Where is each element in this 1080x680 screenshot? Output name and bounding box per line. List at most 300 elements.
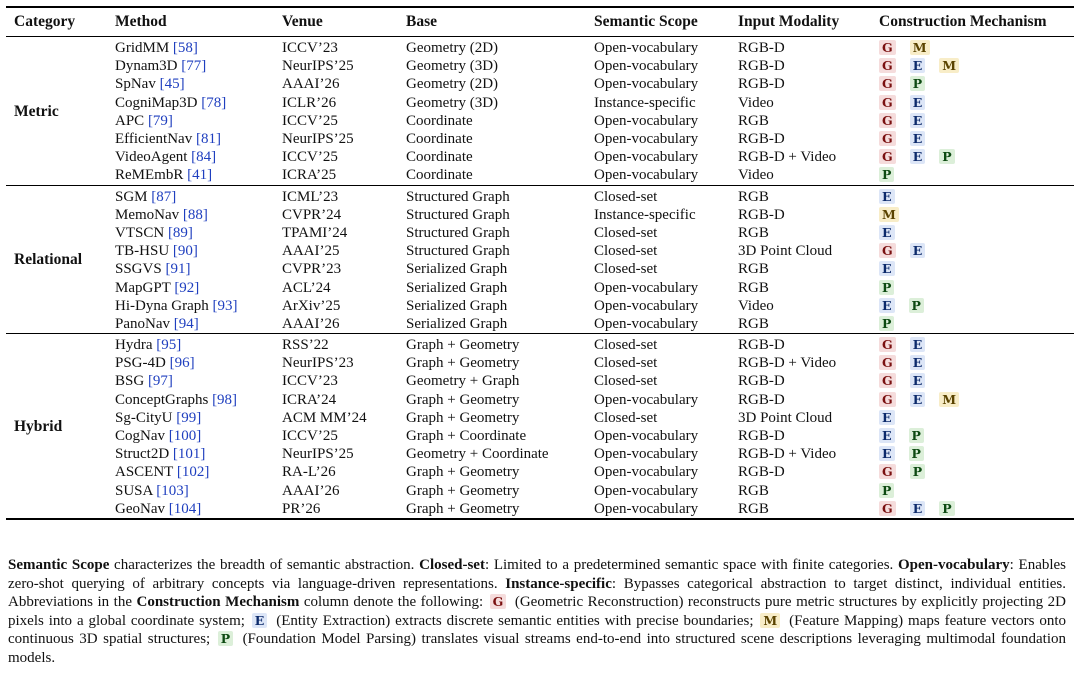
mechanism-badge-g: G [879, 337, 896, 352]
mechanism-badge-g: G [879, 131, 896, 146]
caption-text: : Bypasses categorical abstraction to target distinct, individual entities. Abbreviations in the [8, 575, 1066, 611]
base-cell: Geometry (3D) [406, 94, 499, 111]
citation-link[interactable]: [96] [169, 355, 195, 372]
scope-cell: Open-vocabulary [594, 279, 699, 296]
mechanism-badge-m: M [939, 58, 959, 73]
method-name: ConceptGraphs [115, 391, 209, 408]
method-cell [107, 482, 274, 500]
method-name: TB-HSU [115, 243, 170, 260]
caption-text: column denote the following: [299, 594, 488, 611]
col-mechanism-header: Construction Mechanism [871, 7, 1074, 37]
method-name: Dynam3D [115, 58, 178, 75]
venue-cell: NeurIPS’25 [282, 446, 354, 463]
mechanism-cell [871, 75, 1074, 93]
modality-cell: RGB [738, 112, 769, 129]
table-row [6, 148, 1074, 166]
mechanism-cell [871, 260, 1074, 278]
method-name: Sg-CityU [115, 409, 173, 426]
base-cell: Graph + Geometry [406, 391, 520, 408]
col-scope-header: Semantic Scope [586, 7, 730, 37]
caption-term: Open-vocabulary [897, 557, 1010, 573]
scope-cell: Open-vocabulary [594, 58, 699, 75]
table-row [6, 372, 1074, 390]
method-cell [107, 463, 274, 481]
method-name: VTSCN [115, 224, 165, 241]
modality-cell: RGB-D [738, 40, 785, 57]
method-name: PSG-4D [115, 355, 166, 372]
table-row [6, 112, 1074, 130]
method-cell [107, 37, 274, 58]
mechanism-badge-p: P [879, 280, 894, 295]
method-cell [107, 75, 274, 93]
method-name: CogniMap3D [115, 94, 198, 111]
mechanism-badge-e: E [910, 501, 926, 516]
mechanism-cell [871, 94, 1074, 112]
mechanism-cell [871, 445, 1074, 463]
mechanism-cell [871, 372, 1074, 390]
method-cell [107, 278, 274, 296]
method-cell [107, 242, 274, 260]
venue-cell: AAAI’26 [282, 482, 340, 499]
table-row [6, 482, 1074, 500]
venue-cell: ICCV’23 [282, 373, 338, 390]
venue-cell: AAAI’26 [282, 315, 340, 332]
mechanism-cell [871, 206, 1074, 224]
modality-cell: RGB-D [738, 337, 785, 354]
modality-cell: RGB [738, 315, 769, 332]
venue-cell: ICCV’25 [282, 112, 338, 129]
mechanism-badge-p: P [909, 298, 924, 313]
base-cell: Geometry (3D) [406, 58, 499, 75]
venue-cell: ICRA’24 [282, 391, 337, 408]
mechanism-cell [871, 112, 1074, 130]
modality-cell: RGB [738, 224, 769, 241]
method-cell [107, 185, 274, 206]
mechanism-badge-p: P [910, 76, 925, 91]
method-cell [107, 112, 274, 130]
mechanism-badge-g: G [879, 149, 896, 164]
mechanism-cell [871, 166, 1074, 185]
venue-cell: ICLR’26 [282, 94, 337, 111]
base-cell: Serialized Graph [406, 279, 508, 296]
mechanism-badge-p: P [879, 167, 894, 182]
citation-link[interactable]: [87] [151, 188, 177, 205]
mechanism-badge-g: G [879, 76, 896, 91]
method-name: SGM [115, 188, 148, 205]
method-name: ReMEmbR [115, 167, 184, 184]
mechanism-badge-e: E [910, 58, 926, 73]
venue-cell: ICCV’25 [282, 428, 338, 445]
modality-cell: 3D Point Cloud [738, 409, 833, 426]
method-name: GeoNav [115, 500, 165, 517]
modality-cell: RGB-D + Video [738, 149, 837, 166]
table-row [6, 242, 1074, 260]
mechanism-cell [871, 391, 1074, 409]
modality-cell: Video [738, 94, 774, 111]
scope-cell: Open-vocabulary [594, 149, 699, 166]
method-cell [107, 354, 274, 372]
scope-cell: Open-vocabulary [594, 76, 699, 93]
method-cell [107, 94, 274, 112]
modality-cell: Video [738, 167, 774, 184]
modality-cell: RGB [738, 500, 769, 517]
table-row [6, 500, 1074, 519]
venue-cell: TPAMI’24 [282, 224, 348, 241]
venue-cell: PR’26 [282, 500, 321, 517]
venue-cell: RSS’22 [282, 337, 329, 354]
mechanism-badge-e: E [879, 428, 895, 443]
mechanism-badge-e: E [910, 149, 926, 164]
mechanism-badge-p: P [879, 316, 894, 331]
caption-text: characterizes the breadth of semantic abstraction. [109, 557, 420, 573]
caption-text: (Entity Extraction) extracts discrete semantic entities with precise boundaries; [271, 612, 759, 629]
badge-entity: E [252, 613, 268, 628]
venue-cell: CVPR’24 [282, 206, 342, 223]
caption-text: (Feature Mapping) maps feature vectors onto continuous 3D spatial structures; [8, 612, 1066, 648]
method-name: SUSA [115, 482, 153, 499]
group-hybrid [6, 334, 1074, 519]
table-row [6, 315, 1074, 334]
table-row [6, 334, 1074, 355]
citation-link[interactable]: [103] [156, 482, 189, 499]
base-cell: Graph + Geometry [406, 355, 520, 372]
modality-cell: RGB-D [738, 373, 785, 390]
modality-cell: 3D Point Cloud [738, 243, 833, 260]
group-relational [6, 185, 1074, 334]
table-header [6, 7, 1074, 37]
venue-cell: ACL’24 [282, 279, 331, 296]
mechanism-badge-e: E [879, 410, 895, 425]
mechanism-badge-e: E [910, 243, 926, 258]
base-cell: Serialized Graph [406, 297, 508, 314]
modality-cell: RGB [738, 188, 769, 205]
category-label: Metric [14, 102, 59, 120]
mechanism-badge-e: E [879, 189, 895, 204]
mechanism-badge-e: E [879, 446, 895, 461]
modality-cell: RGB-D [738, 76, 785, 93]
modality-cell: RGB [738, 279, 769, 296]
venue-cell: ICRA’25 [282, 167, 337, 184]
citation-link[interactable]: [95] [156, 337, 182, 354]
base-cell: Graph + Geometry [406, 482, 520, 499]
method-name: PanoNav [115, 315, 170, 332]
table-row [6, 463, 1074, 481]
scope-cell: Closed-set [594, 224, 658, 241]
scope-cell: Open-vocabulary [594, 482, 699, 499]
table-row [6, 445, 1074, 463]
citation-link[interactable]: [97] [147, 373, 173, 390]
mechanism-cell [871, 409, 1074, 427]
caption-term: Instance-specific [505, 575, 612, 592]
table-row [6, 391, 1074, 409]
method-name: ASCENT [115, 464, 174, 481]
venue-cell: ArXiv’25 [282, 297, 341, 314]
mechanism-badge-e: E [910, 95, 926, 110]
table-row [6, 94, 1074, 112]
venue-cell: AAAI’25 [282, 243, 340, 260]
venue-cell: RA-L’26 [282, 464, 336, 481]
citation-link[interactable]: [101] [172, 446, 206, 463]
venue-cell: ICML’23 [282, 188, 339, 205]
scope-cell: Open-vocabulary [594, 167, 699, 184]
scope-cell: Open-vocabulary [594, 464, 699, 481]
scope-cell: Open-vocabulary [594, 297, 699, 314]
base-cell: Coordinate [406, 131, 473, 148]
table-row [6, 297, 1074, 315]
venue-cell: NeurIPS’23 [282, 355, 354, 372]
caption-term: Closed-set [419, 557, 485, 573]
citation-link[interactable]: [100] [168, 428, 202, 445]
caption-term: Semantic Scope [8, 557, 110, 573]
citation-link[interactable]: [93] [212, 297, 238, 314]
caption-text: (Geometric Reconstruction) reconstructs pure metric structures by explicitly projecting 2D pixels into a global coordinate system; [8, 594, 1066, 629]
mechanism-badge-e: E [879, 298, 895, 313]
base-cell: Graph + Geometry [406, 500, 520, 517]
table-row [6, 185, 1074, 206]
method-cell [107, 315, 274, 334]
mechanism-badge-g: G [879, 243, 896, 258]
venue-cell: AAAI’26 [282, 76, 340, 93]
citation-link[interactable]: [88] [182, 206, 208, 223]
citation-link[interactable]: [91] [165, 261, 191, 278]
badge-foundation: P [218, 631, 233, 646]
base-cell: Structured Graph [406, 224, 510, 241]
method-cell [107, 334, 274, 355]
citation-link[interactable]: [102] [176, 464, 210, 481]
table-row [6, 427, 1074, 445]
scope-cell: Open-vocabulary [594, 315, 699, 332]
citation-link[interactable]: [81] [195, 131, 221, 148]
mechanism-badge-g: G [879, 392, 896, 407]
method-name: Hi-Dyna Graph [115, 297, 209, 314]
mechanism-cell [871, 315, 1074, 334]
venue-cell: NeurIPS’25 [282, 58, 354, 75]
method-name: SSGVS [115, 261, 162, 278]
caption-text: (Foundation Model Parsing) translates visual streams end-to-end into structured scene descriptions leveraging multimodal foundation models. [8, 631, 1066, 666]
method-cell [107, 206, 274, 224]
modality-cell: RGB-D [738, 131, 785, 148]
mechanism-cell [871, 427, 1074, 445]
modality-cell: RGB-D [738, 391, 785, 408]
method-name: Hydra [115, 337, 153, 354]
method-cell [107, 297, 274, 315]
mechanism-badge-p: P [939, 501, 954, 516]
modality-cell: RGB-D [738, 428, 785, 445]
table-caption [8, 556, 1066, 668]
mechanism-cell [871, 242, 1074, 260]
citation-link[interactable]: [99] [176, 409, 202, 426]
citation-link[interactable]: [94] [173, 315, 199, 332]
mechanism-cell [871, 297, 1074, 315]
category-label: Relational [14, 251, 83, 269]
mechanism-badge-p: P [909, 428, 924, 443]
scope-cell: Closed-set [594, 261, 658, 278]
method-name: MemoNav [115, 206, 180, 223]
scope-cell: Instance-specific [594, 206, 696, 223]
base-cell: Geometry (2D) [406, 76, 499, 93]
table-row [6, 206, 1074, 224]
mechanism-badge-p: P [939, 149, 954, 164]
mechanism-badge-e: E [910, 337, 926, 352]
scope-cell: Open-vocabulary [594, 40, 699, 57]
mechanism-cell [871, 482, 1074, 500]
mechanism-cell [871, 130, 1074, 148]
citation-link[interactable]: [90] [172, 243, 198, 260]
mechanism-badge-g: G [879, 373, 896, 388]
base-cell: Graph + Coordinate [406, 428, 527, 445]
base-cell: Coordinate [406, 149, 473, 166]
method-cell [107, 427, 274, 445]
modality-cell: RGB-D [738, 464, 785, 481]
base-cell: Graph + Geometry [406, 337, 520, 354]
citation-link[interactable]: [77] [181, 58, 207, 75]
col-venue-header: Venue [274, 7, 398, 37]
venue-cell: CVPR’23 [282, 261, 342, 278]
mechanism-badge-g: G [879, 58, 896, 73]
mechanism-badge-e: E [910, 113, 926, 128]
modality-cell: RGB [738, 261, 769, 278]
modality-cell: RGB-D + Video [738, 355, 837, 372]
method-cell [107, 130, 274, 148]
table-row [6, 354, 1074, 372]
venue-cell: NeurIPS’25 [282, 131, 354, 148]
scope-cell: Closed-set [594, 243, 658, 260]
table-row [6, 57, 1074, 75]
mechanism-badge-e: E [879, 261, 895, 276]
mechanism-badge-g: G [879, 355, 896, 370]
mechanism-badge-g: G [879, 113, 896, 128]
modality-cell: RGB-D [738, 58, 785, 75]
citation-link[interactable]: [89] [167, 224, 193, 241]
table-row [6, 278, 1074, 296]
base-cell: Graph + Geometry [406, 409, 520, 426]
method-cell [107, 224, 274, 242]
method-name: CogNav [115, 428, 165, 445]
mechanism-cell [871, 500, 1074, 519]
mechanism-badge-m: M [879, 207, 899, 222]
base-cell: Structured Graph [406, 243, 510, 260]
scope-cell: Open-vocabulary [594, 391, 699, 408]
mechanism-cell [871, 463, 1074, 481]
method-cell [107, 260, 274, 278]
caption-text: : Limited to a predetermined semantic space with finite categories. [484, 557, 898, 573]
scope-cell: Open-vocabulary [594, 500, 699, 517]
badge-geometric: G [490, 594, 507, 609]
table-row [6, 224, 1074, 242]
modality-cell: RGB-D [738, 206, 785, 223]
method-name: EfficientNav [115, 131, 193, 148]
mechanism-badge-e: E [879, 225, 895, 240]
mechanism-badge-g: G [879, 464, 896, 479]
mechanism-cell [871, 185, 1074, 206]
scope-cell: Closed-set [594, 337, 658, 354]
mechanism-badge-m: M [939, 392, 959, 407]
base-cell: Structured Graph [406, 206, 510, 223]
base-cell: Graph + Geometry [406, 464, 520, 481]
method-cell [107, 500, 274, 519]
table-row [6, 75, 1074, 93]
mechanism-badge-m: M [910, 40, 930, 55]
scope-cell: Closed-set [594, 409, 658, 426]
citation-link[interactable]: [58] [172, 40, 198, 57]
citation-link[interactable]: [45] [159, 76, 185, 93]
mechanism-badge-g: G [879, 501, 896, 516]
table-row [6, 130, 1074, 148]
method-name: VideoAgent [115, 149, 188, 166]
mechanism-cell [871, 37, 1074, 58]
citation-link[interactable]: [79] [147, 112, 173, 129]
base-cell: Coordinate [406, 112, 473, 129]
mechanism-badge-g: G [879, 40, 896, 55]
category-label: Hybrid [14, 417, 63, 435]
table-row [6, 166, 1074, 185]
modality-cell: RGB [738, 482, 769, 499]
method-name: Struct2D [115, 446, 170, 463]
citation-link[interactable]: [78] [201, 94, 227, 111]
mechanism-badge-e: E [910, 392, 926, 407]
col-category-header: Category [6, 7, 107, 37]
venue-cell: ICCV’23 [282, 40, 338, 57]
col-base-header: Base [398, 7, 586, 37]
method-name: MapGPT [115, 279, 171, 296]
method-cell [107, 445, 274, 463]
citation-link[interactable]: [92] [174, 279, 200, 296]
method-cell [107, 148, 274, 166]
scope-cell: Closed-set [594, 373, 658, 390]
method-cell [107, 57, 274, 75]
method-cell [107, 391, 274, 409]
badge-feature: M [760, 613, 780, 628]
table-row [6, 260, 1074, 278]
citation-link[interactable]: [104] [168, 500, 202, 517]
mechanism-cell [871, 57, 1074, 75]
col-modality-header: Input Modality [730, 7, 871, 37]
citation-link[interactable]: [84] [191, 149, 217, 166]
base-cell: Coordinate [406, 167, 473, 184]
method-name: APC [115, 112, 145, 129]
citation-link[interactable]: [41] [187, 167, 213, 184]
scope-cell: Closed-set [594, 355, 658, 372]
group-metric [6, 37, 1074, 186]
modality-cell: Video [738, 297, 774, 314]
base-cell: Geometry + Graph [406, 373, 520, 390]
table-row [6, 409, 1074, 427]
mechanism-badge-g: G [879, 95, 896, 110]
caption-term: Construction Mechanism [136, 594, 300, 611]
base-cell: Serialized Graph [406, 261, 508, 278]
method-cell [107, 409, 274, 427]
comparison-table [6, 6, 1074, 520]
mechanism-cell [871, 334, 1074, 355]
mechanism-badge-p: P [879, 483, 894, 498]
mechanism-cell [871, 354, 1074, 372]
caption-text: : Enables zero-shot querying of arbitrary concepts via language-driven representations. [8, 557, 1067, 592]
method-name: BSG [115, 373, 145, 390]
col-method-header: Method [107, 7, 274, 37]
method-cell [107, 166, 274, 185]
scope-cell: Closed-set [594, 188, 658, 205]
mechanism-badge-p: P [909, 446, 924, 461]
scope-cell: Open-vocabulary [594, 446, 699, 463]
mechanism-badge-e: E [910, 355, 926, 370]
scope-cell: Open-vocabulary [594, 131, 699, 148]
scope-cell: Open-vocabulary [594, 112, 699, 129]
citation-link[interactable]: [98] [212, 391, 238, 408]
mechanism-badge-p: P [910, 464, 925, 479]
method-name: SpNav [115, 76, 156, 93]
base-cell: Structured Graph [406, 188, 510, 205]
venue-cell: ICCV’25 [282, 149, 338, 166]
